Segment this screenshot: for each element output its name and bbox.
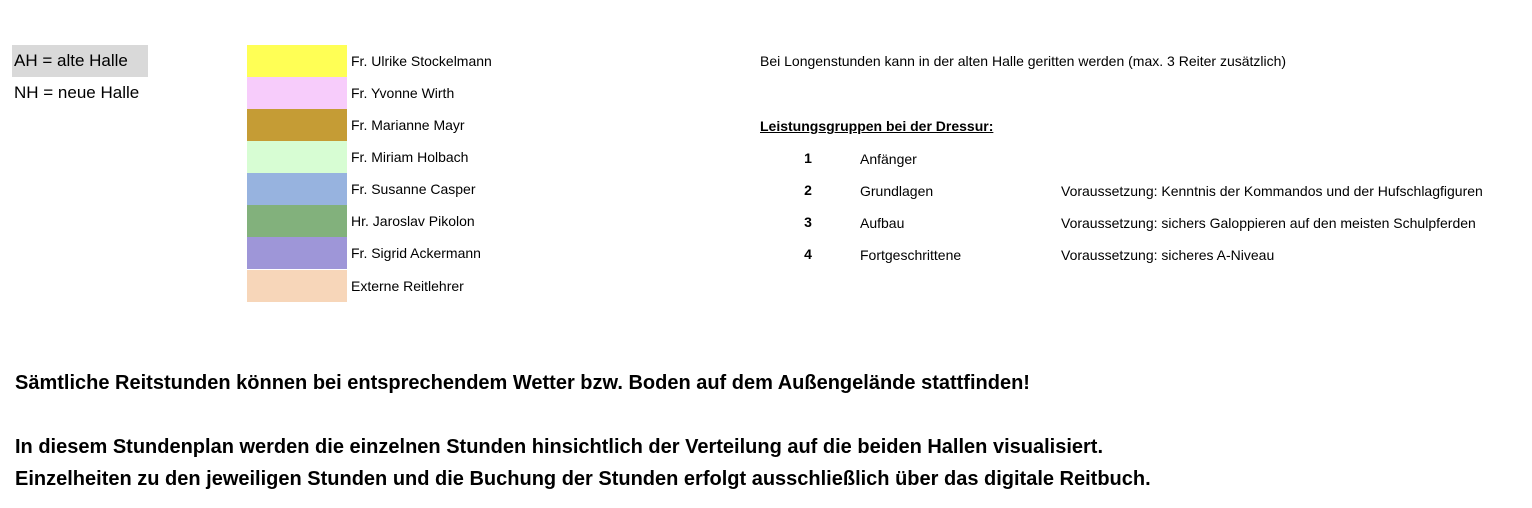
weather-notice: Sämtliche Reitstunden können bei entsprechendem Wetter bzw. Boden auf dem Außengelände stattfinden! — [15, 372, 1030, 394]
teacher-name: Fr. Ulrike Stockelmann — [351, 53, 492, 69]
longe-note: Bei Longenstunden kann in der alten Halle geritten werden (max. 3 Reiter zusätzlich) — [760, 53, 1287, 69]
teacher-name: Fr. Miriam Holbach — [351, 149, 469, 165]
level-number: 2 — [804, 182, 812, 198]
teacher-name: Hr. Jaroslav Pikolon — [351, 213, 475, 229]
level-requirement: Voraussetzung: Kenntnis der Kommandos und der Hufschlagfiguren — [1061, 183, 1483, 199]
teacher-color-swatch — [247, 141, 347, 173]
level-name: Grundlagen — [860, 183, 934, 199]
teacher-name: Fr. Sigrid Ackermann — [351, 245, 481, 261]
teacher-color-swatch — [247, 237, 347, 269]
level-name: Fortgeschrittene — [860, 247, 962, 263]
teacher-color-swatch — [247, 270, 347, 302]
teacher-name: Externe Reitlehrer — [351, 278, 464, 294]
level-number: 3 — [804, 214, 812, 230]
hall-legend-ah: AH = alte Halle — [12, 45, 148, 77]
level-number: 1 — [804, 150, 812, 166]
schedule-notice-line2: Einzelheiten zu den jeweiligen Stunden und die Buchung der Stunden erfolgt ausschließlich über das digitale Reitbuch. — [15, 468, 1151, 490]
level-name: Aufbau — [860, 215, 905, 231]
teacher-name: Fr. Marianne Mayr — [351, 117, 465, 133]
teacher-name: Fr. Yvonne Wirth — [351, 85, 455, 101]
teacher-color-swatch — [247, 173, 347, 205]
teacher-color-swatch — [247, 77, 347, 109]
teacher-color-swatch — [247, 45, 347, 77]
schedule-notice-line1: In diesem Stundenplan werden die einzelnen Stunden hinsichtlich der Verteilung auf die beiden Hallen visualisiert. — [15, 436, 1103, 458]
teacher-color-swatch — [247, 109, 347, 141]
teacher-name: Fr. Susanne Casper — [351, 181, 476, 197]
level-name: Anfänger — [860, 151, 917, 167]
level-requirement: Voraussetzung: sicheres A-Niveau — [1061, 247, 1275, 263]
level-requirement: Voraussetzung: sichers Galoppieren auf den meisten Schulpferden — [1061, 215, 1476, 231]
hall-legend-nh: NH = neue Halle — [14, 83, 140, 102]
levels-title: Leistungsgruppen bei der Dressur: — [760, 118, 994, 134]
teacher-color-swatch — [247, 205, 347, 237]
level-number: 4 — [804, 246, 812, 262]
